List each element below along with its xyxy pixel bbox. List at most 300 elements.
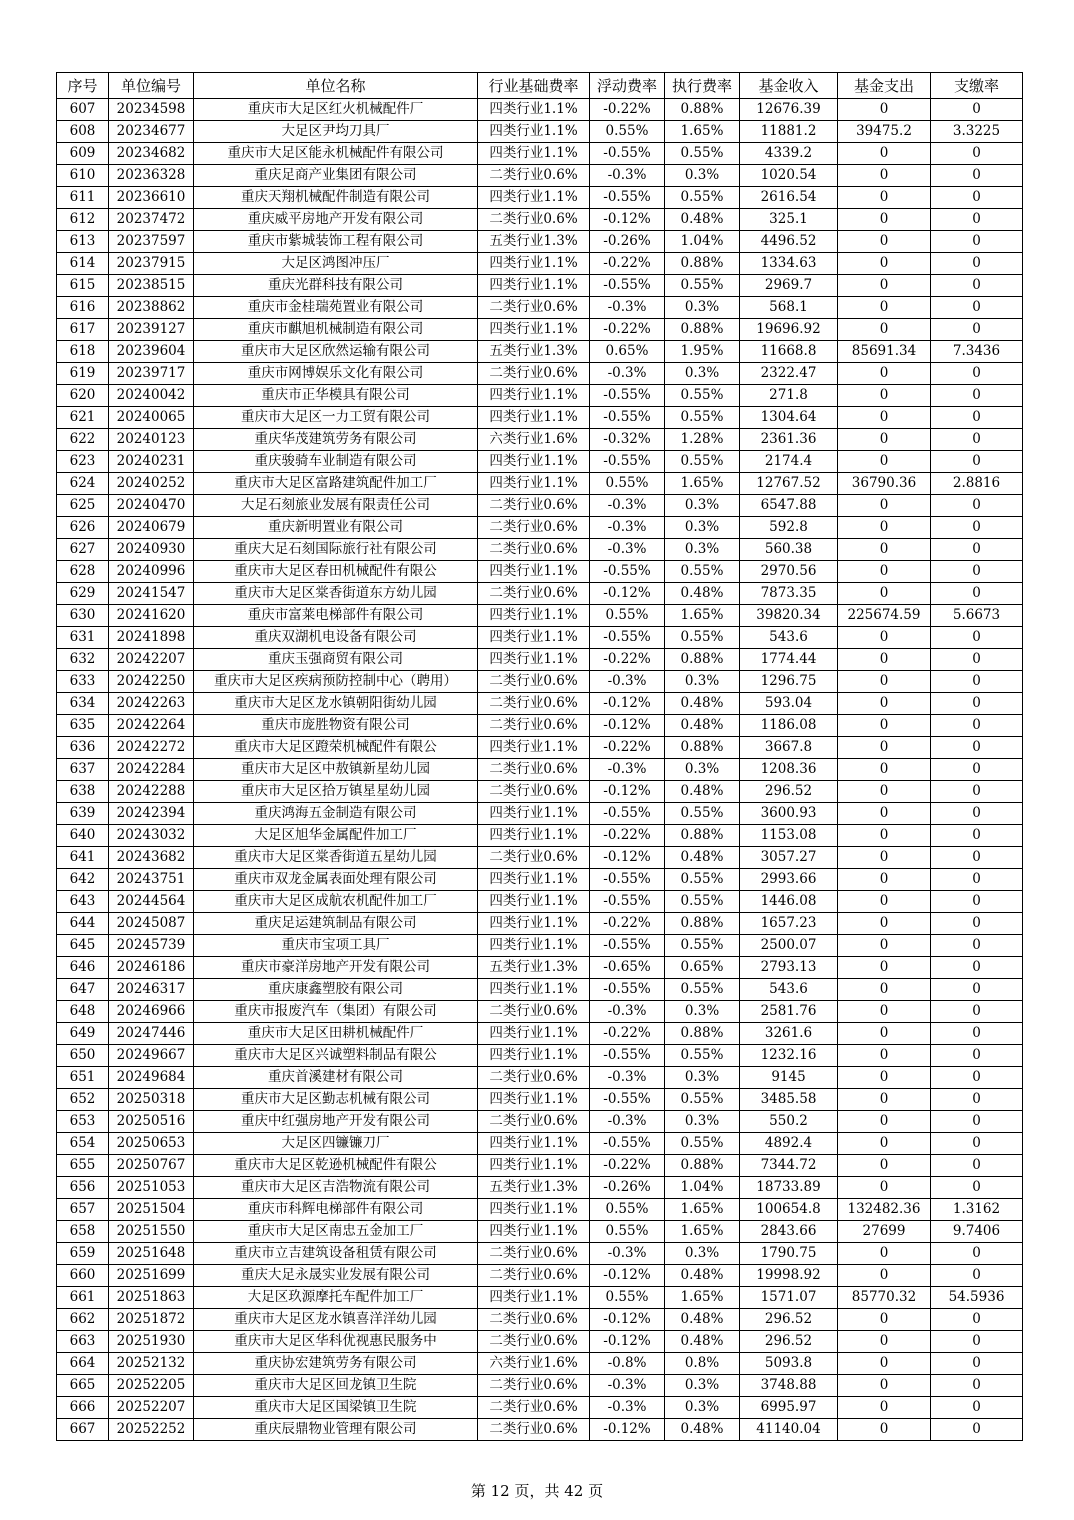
unit-name-cell: 重庆市大足区龙水镇朝阳街幼儿园 [194,693,478,715]
base-rate-cell: 四类行业1.1% [478,473,590,495]
index-cell: 642 [57,869,109,891]
table-row [57,627,1023,649]
payout-ratio-cell: 0 [931,99,1023,121]
fund-income-cell: 4892.4 [740,1133,838,1155]
fund-expense-cell: 0 [838,143,931,165]
floating-rate-cell: -0.26% [590,231,665,253]
payout-ratio-cell: 0 [931,1089,1023,1111]
unit-name-cell: 重庆市大足区疾病预防控制中心（聘用） [194,671,478,693]
payout-ratio-cell: 0 [931,1265,1023,1287]
applied-rate-cell: 1.65% [665,1221,740,1243]
applied-rate-cell: 1.28% [665,429,740,451]
payout-ratio-cell: 0 [931,451,1023,473]
fund-expense-cell: 0 [838,1023,931,1045]
base-rate-cell: 四类行业1.1% [478,891,590,913]
index-cell: 628 [57,561,109,583]
payout-ratio-cell: 54.5936 [931,1287,1023,1309]
base-rate-cell: 四类行业1.1% [478,561,590,583]
floating-rate-cell: 0.55% [590,605,665,627]
base-rate-cell: 四类行业1.1% [478,407,590,429]
unit-code-cell: 20242284 [109,759,194,781]
index-cell: 630 [57,605,109,627]
col-header-fund-expense: 基金支出 [838,73,931,99]
index-cell: 637 [57,759,109,781]
unit-code-cell: 20246966 [109,1001,194,1023]
fund-income-cell: 3667.8 [740,737,838,759]
applied-rate-cell: 0.3% [665,297,740,319]
base-rate-cell: 四类行业1.1% [478,1199,590,1221]
unit-code-cell: 20252252 [109,1419,194,1441]
fund-income-cell: 1208.36 [740,759,838,781]
base-rate-cell: 四类行业1.1% [478,275,590,297]
fund-expense-cell: 0 [838,759,931,781]
floating-rate-cell: -0.3% [590,495,665,517]
applied-rate-cell: 0.55% [665,891,740,913]
table-row [57,165,1023,187]
unit-name-cell: 重庆市正华模具有限公司 [194,385,478,407]
applied-rate-cell: 0.3% [665,495,740,517]
unit-code-cell: 20242288 [109,781,194,803]
table-row [57,1419,1023,1441]
index-cell: 631 [57,627,109,649]
unit-name-cell: 重庆康鑫塑胶有限公司 [194,979,478,1001]
unit-name-cell: 重庆骏骑车业制造有限公司 [194,451,478,473]
index-cell: 663 [57,1331,109,1353]
index-cell: 665 [57,1375,109,1397]
index-cell: 634 [57,693,109,715]
fund-expense-cell: 0 [838,429,931,451]
fund-expense-cell: 0 [838,1089,931,1111]
floating-rate-cell: -0.3% [590,1243,665,1265]
applied-rate-cell: 0.3% [665,363,740,385]
applied-rate-cell: 0.3% [665,1111,740,1133]
fund-expense-cell: 0 [838,869,931,891]
unit-name-cell: 重庆足运建筑制品有限公司 [194,913,478,935]
fund-expense-cell: 0 [838,979,931,1001]
fund-income-cell: 296.52 [740,781,838,803]
fund-expense-cell: 0 [838,1243,931,1265]
applied-rate-cell: 1.65% [665,473,740,495]
unit-name-cell: 重庆市豪洋房地产开发有限公司 [194,957,478,979]
applied-rate-cell: 1.95% [665,341,740,363]
unit-code-cell: 20251930 [109,1331,194,1353]
table-row [57,1089,1023,1111]
table-row [57,759,1023,781]
base-rate-cell: 四类行业1.1% [478,869,590,891]
table-row [57,1375,1023,1397]
payout-ratio-cell: 0 [931,363,1023,385]
fund-expense-cell: 0 [838,693,931,715]
fund-expense-cell: 0 [838,231,931,253]
floating-rate-cell: -0.12% [590,847,665,869]
col-header-unit-name: 单位名称 [194,73,478,99]
floating-rate-cell: -0.55% [590,561,665,583]
fund-income-cell: 4496.52 [740,231,838,253]
fund-expense-cell: 0 [838,737,931,759]
applied-rate-cell: 1.65% [665,605,740,627]
floating-rate-cell: -0.32% [590,429,665,451]
applied-rate-cell: 1.65% [665,121,740,143]
unit-name-cell: 重庆威平房地产开发有限公司 [194,209,478,231]
unit-name-cell: 重庆市大足区春田机械配件有限公 [194,561,478,583]
unit-name-cell: 重庆双湖机电设备有限公司 [194,627,478,649]
index-cell: 667 [57,1419,109,1441]
payout-ratio-cell: 0 [931,649,1023,671]
base-rate-cell: 二类行业0.6% [478,1243,590,1265]
unit-name-cell: 重庆辰鼎物业管理有限公司 [194,1419,478,1441]
table-row [57,781,1023,803]
unit-name-cell: 重庆市大足区勤志机械有限公司 [194,1089,478,1111]
fund-expense-cell: 0 [838,187,931,209]
table-row [57,891,1023,913]
unit-code-cell: 20240123 [109,429,194,451]
fund-expense-cell: 0 [838,913,931,935]
unit-name-cell: 重庆市紫城装饰工程有限公司 [194,231,478,253]
base-rate-cell: 五类行业1.3% [478,341,590,363]
unit-name-cell: 重庆市大足区中敖镇新星幼儿园 [194,759,478,781]
floating-rate-cell: -0.3% [590,1001,665,1023]
unit-name-cell: 重庆市科辉电梯部件有限公司 [194,1199,478,1221]
unit-name-cell: 重庆协宏建筑劳务有限公司 [194,1353,478,1375]
fund-expense-cell: 0 [838,825,931,847]
table-row [57,715,1023,737]
index-cell: 649 [57,1023,109,1045]
applied-rate-cell: 0.48% [665,693,740,715]
index-cell: 654 [57,1133,109,1155]
table-row [57,869,1023,891]
unit-code-cell: 20240930 [109,539,194,561]
unit-name-cell: 重庆市大足区成航农机配件加工厂 [194,891,478,913]
base-rate-cell: 四类行业1.1% [478,99,590,121]
unit-code-cell: 20236610 [109,187,194,209]
index-cell: 620 [57,385,109,407]
applied-rate-cell: 0.3% [665,759,740,781]
unit-code-cell: 20243751 [109,869,194,891]
unit-code-cell: 20244564 [109,891,194,913]
unit-code-cell: 20237915 [109,253,194,275]
floating-rate-cell: -0.12% [590,583,665,605]
payout-ratio-cell: 0 [931,913,1023,935]
applied-rate-cell: 0.55% [665,627,740,649]
base-rate-cell: 四类行业1.1% [478,1155,590,1177]
unit-name-cell: 重庆大足永晟实业发展有限公司 [194,1265,478,1287]
table-row [57,1287,1023,1309]
floating-rate-cell: 0.55% [590,1199,665,1221]
table-row [57,187,1023,209]
floating-rate-cell: -0.22% [590,737,665,759]
payout-ratio-cell: 0 [931,1309,1023,1331]
floating-rate-cell: 0.55% [590,1287,665,1309]
payout-ratio-cell: 0 [931,1045,1023,1067]
payout-ratio-cell: 0 [931,627,1023,649]
unit-name-cell: 重庆市大足区红火机械配件厂 [194,99,478,121]
unit-code-cell: 20251504 [109,1199,194,1221]
fund-income-cell: 1334.63 [740,253,838,275]
payout-ratio-cell: 0 [931,517,1023,539]
payout-ratio-cell: 0 [931,1419,1023,1441]
fund-income-cell: 1153.08 [740,825,838,847]
unit-code-cell: 20246317 [109,979,194,1001]
applied-rate-cell: 0.55% [665,803,740,825]
base-rate-cell: 二类行业0.6% [478,583,590,605]
base-rate-cell: 四类行业1.1% [478,1133,590,1155]
fund-income-cell: 1657.23 [740,913,838,935]
fund-income-cell: 3261.6 [740,1023,838,1045]
fund-expense-cell: 0 [838,847,931,869]
floating-rate-cell: 0.55% [590,1221,665,1243]
index-cell: 614 [57,253,109,275]
payout-ratio-cell: 0 [931,187,1023,209]
applied-rate-cell: 0.55% [665,1045,740,1067]
fund-income-cell: 3748.88 [740,1375,838,1397]
unit-name-cell: 重庆市网博娱乐文化有限公司 [194,363,478,385]
fund-expense-cell: 0 [838,451,931,473]
table-row [57,803,1023,825]
col-header-unit-code: 单位编号 [109,73,194,99]
table-row [57,319,1023,341]
floating-rate-cell: -0.22% [590,253,665,275]
applied-rate-cell: 0.55% [665,979,740,1001]
unit-name-cell: 重庆市大足区富路建筑配件加工厂 [194,473,478,495]
applied-rate-cell: 0.88% [665,1155,740,1177]
index-cell: 626 [57,517,109,539]
table-row [57,957,1023,979]
unit-name-cell: 重庆市富莱电梯部件有限公司 [194,605,478,627]
fund-expense-cell: 0 [838,957,931,979]
index-cell: 616 [57,297,109,319]
fund-expense-cell: 0 [838,253,931,275]
base-rate-cell: 二类行业0.6% [478,1001,590,1023]
fund-expense-cell: 0 [838,1353,931,1375]
index-cell: 643 [57,891,109,913]
table-row [57,1265,1023,1287]
fund-income-cell: 2969.7 [740,275,838,297]
base-rate-cell: 四类行业1.1% [478,451,590,473]
col-header-floating-rate: 浮动费率 [590,73,665,99]
fund-expense-cell: 0 [838,539,931,561]
base-rate-cell: 四类行业1.1% [478,319,590,341]
unit-name-cell: 重庆市大足区棠香街道五星幼儿园 [194,847,478,869]
fund-income-cell: 1296.75 [740,671,838,693]
base-rate-cell: 二类行业0.6% [478,1111,590,1133]
applied-rate-cell: 0.55% [665,275,740,297]
index-cell: 657 [57,1199,109,1221]
table-row [57,583,1023,605]
unit-code-cell: 20242250 [109,671,194,693]
page-number: 第 12 页，共 42 页 [470,1482,604,1500]
payout-ratio-cell: 0 [931,1397,1023,1419]
unit-code-cell: 20242207 [109,649,194,671]
floating-rate-cell: -0.55% [590,451,665,473]
base-rate-cell: 四类行业1.1% [478,803,590,825]
fund-income-cell: 100654.8 [740,1199,838,1221]
index-cell: 664 [57,1353,109,1375]
fund-expense-cell: 0 [838,407,931,429]
unit-code-cell: 20240065 [109,407,194,429]
base-rate-cell: 五类行业1.3% [478,231,590,253]
fund-income-cell: 593.04 [740,693,838,715]
fund-expense-cell: 132482.36 [838,1199,931,1221]
fund-expense-cell: 0 [838,1419,931,1441]
payout-ratio-cell: 7.3436 [931,341,1023,363]
payout-ratio-cell: 0 [931,385,1023,407]
fund-expense-cell: 0 [838,1397,931,1419]
index-cell: 646 [57,957,109,979]
fund-expense-cell: 85770.32 [838,1287,931,1309]
base-rate-cell: 四类行业1.1% [478,187,590,209]
table-row [57,473,1023,495]
applied-rate-cell: 0.3% [665,1397,740,1419]
fund-expense-cell: 0 [838,1177,931,1199]
applied-rate-cell: 0.55% [665,451,740,473]
applied-rate-cell: 0.3% [665,1375,740,1397]
base-rate-cell: 四类行业1.1% [478,143,590,165]
payout-ratio-cell: 0 [931,253,1023,275]
index-cell: 632 [57,649,109,671]
table-row [57,143,1023,165]
floating-rate-cell: -0.55% [590,803,665,825]
fund-expense-cell: 36790.36 [838,473,931,495]
base-rate-cell: 六类行业1.6% [478,429,590,451]
payout-ratio-cell: 5.6673 [931,605,1023,627]
table-row [57,1155,1023,1177]
payout-ratio-cell: 0 [931,539,1023,561]
index-cell: 609 [57,143,109,165]
table-row [57,297,1023,319]
base-rate-cell: 二类行业0.6% [478,1331,590,1353]
fund-income-cell: 1790.75 [740,1243,838,1265]
floating-rate-cell: 0.55% [590,121,665,143]
applied-rate-cell: 0.3% [665,539,740,561]
floating-rate-cell: -0.3% [590,539,665,561]
table-row [57,1001,1023,1023]
table-row [57,1243,1023,1265]
floating-rate-cell: -0.12% [590,781,665,803]
fund-expense-cell: 0 [838,715,931,737]
floating-rate-cell: -0.3% [590,1375,665,1397]
index-cell: 666 [57,1397,109,1419]
fund-income-cell: 3057.27 [740,847,838,869]
index-cell: 655 [57,1155,109,1177]
index-cell: 652 [57,1089,109,1111]
applied-rate-cell: 0.55% [665,1089,740,1111]
base-rate-cell: 四类行业1.1% [478,1221,590,1243]
table-row [57,979,1023,1001]
index-cell: 651 [57,1067,109,1089]
unit-name-cell: 大足石刻旅业发展有限责任公司 [194,495,478,517]
unit-name-cell: 重庆市大足区乾逊机械配件有限公 [194,1155,478,1177]
fund-income-cell: 7873.35 [740,583,838,605]
floating-rate-cell: -0.12% [590,209,665,231]
table-row [57,671,1023,693]
table-row [57,1177,1023,1199]
applied-rate-cell: 0.55% [665,935,740,957]
payout-ratio-cell: 0 [931,847,1023,869]
table-row [57,1133,1023,1155]
payout-ratio-cell: 0 [931,1331,1023,1353]
payout-ratio-cell: 0 [931,759,1023,781]
applied-rate-cell: 0.3% [665,1001,740,1023]
index-cell: 627 [57,539,109,561]
table-row [57,495,1023,517]
table-row [57,649,1023,671]
applied-rate-cell: 0.48% [665,1419,740,1441]
index-cell: 647 [57,979,109,1001]
payout-ratio-cell: 0 [931,825,1023,847]
fund-expense-cell: 0 [838,1045,931,1067]
applied-rate-cell: 0.55% [665,187,740,209]
unit-code-cell: 20236328 [109,165,194,187]
table-row [57,99,1023,121]
base-rate-cell: 四类行业1.1% [478,627,590,649]
unit-code-cell: 20242263 [109,693,194,715]
index-cell: 611 [57,187,109,209]
table-row [57,605,1023,627]
fund-income-cell: 543.6 [740,627,838,649]
table-row [57,1397,1023,1419]
fund-income-cell: 12676.39 [740,99,838,121]
base-rate-cell: 二类行业0.6% [478,297,590,319]
unit-name-cell: 重庆市大足区欣然运输有限公司 [194,341,478,363]
index-cell: 629 [57,583,109,605]
payout-ratio-cell: 9.7406 [931,1221,1023,1243]
index-cell: 613 [57,231,109,253]
unit-name-cell: 重庆市大足区南忠五金加工厂 [194,1221,478,1243]
fund-expense-cell: 0 [838,935,931,957]
floating-rate-cell: -0.55% [590,935,665,957]
applied-rate-cell: 1.65% [665,1287,740,1309]
unit-code-cell: 20241620 [109,605,194,627]
table-row [57,253,1023,275]
applied-rate-cell: 0.3% [665,1067,740,1089]
table-row [57,407,1023,429]
unit-name-cell: 重庆天翔机械配件制造有限公司 [194,187,478,209]
unit-name-cell: 重庆市金桂瑞苑置业有限公司 [194,297,478,319]
floating-rate-cell: -0.3% [590,759,665,781]
payout-ratio-cell: 0 [931,1067,1023,1089]
unit-code-cell: 20252207 [109,1397,194,1419]
fund-income-cell: 5093.8 [740,1353,838,1375]
base-rate-cell: 二类行业0.6% [478,847,590,869]
fund-income-cell: 11881.2 [740,121,838,143]
fund-expense-cell: 0 [838,781,931,803]
index-cell: 656 [57,1177,109,1199]
base-rate-cell: 六类行业1.6% [478,1353,590,1375]
floating-rate-cell: -0.55% [590,1089,665,1111]
index-cell: 648 [57,1001,109,1023]
fund-expense-cell: 0 [838,1155,931,1177]
fund-income-cell: 2793.13 [740,957,838,979]
applied-rate-cell: 0.48% [665,715,740,737]
table-row [57,363,1023,385]
base-rate-cell: 四类行业1.1% [478,121,590,143]
applied-rate-cell: 0.48% [665,1331,740,1353]
payout-ratio-cell: 0 [931,275,1023,297]
unit-code-cell: 20251053 [109,1177,194,1199]
unit-name-cell: 重庆市大足区蹬荣机械配件有限公 [194,737,478,759]
fund-expense-cell: 0 [838,297,931,319]
fund-expense-cell: 0 [838,803,931,825]
applied-rate-cell: 0.88% [665,649,740,671]
fund-expense-cell: 39475.2 [838,121,931,143]
table-row [57,1331,1023,1353]
unit-name-cell: 重庆鸿海五金制造有限公司 [194,803,478,825]
fund-expense-cell: 0 [838,1133,931,1155]
floating-rate-cell: -0.12% [590,715,665,737]
index-cell: 608 [57,121,109,143]
unit-code-cell: 20238862 [109,297,194,319]
index-cell: 636 [57,737,109,759]
